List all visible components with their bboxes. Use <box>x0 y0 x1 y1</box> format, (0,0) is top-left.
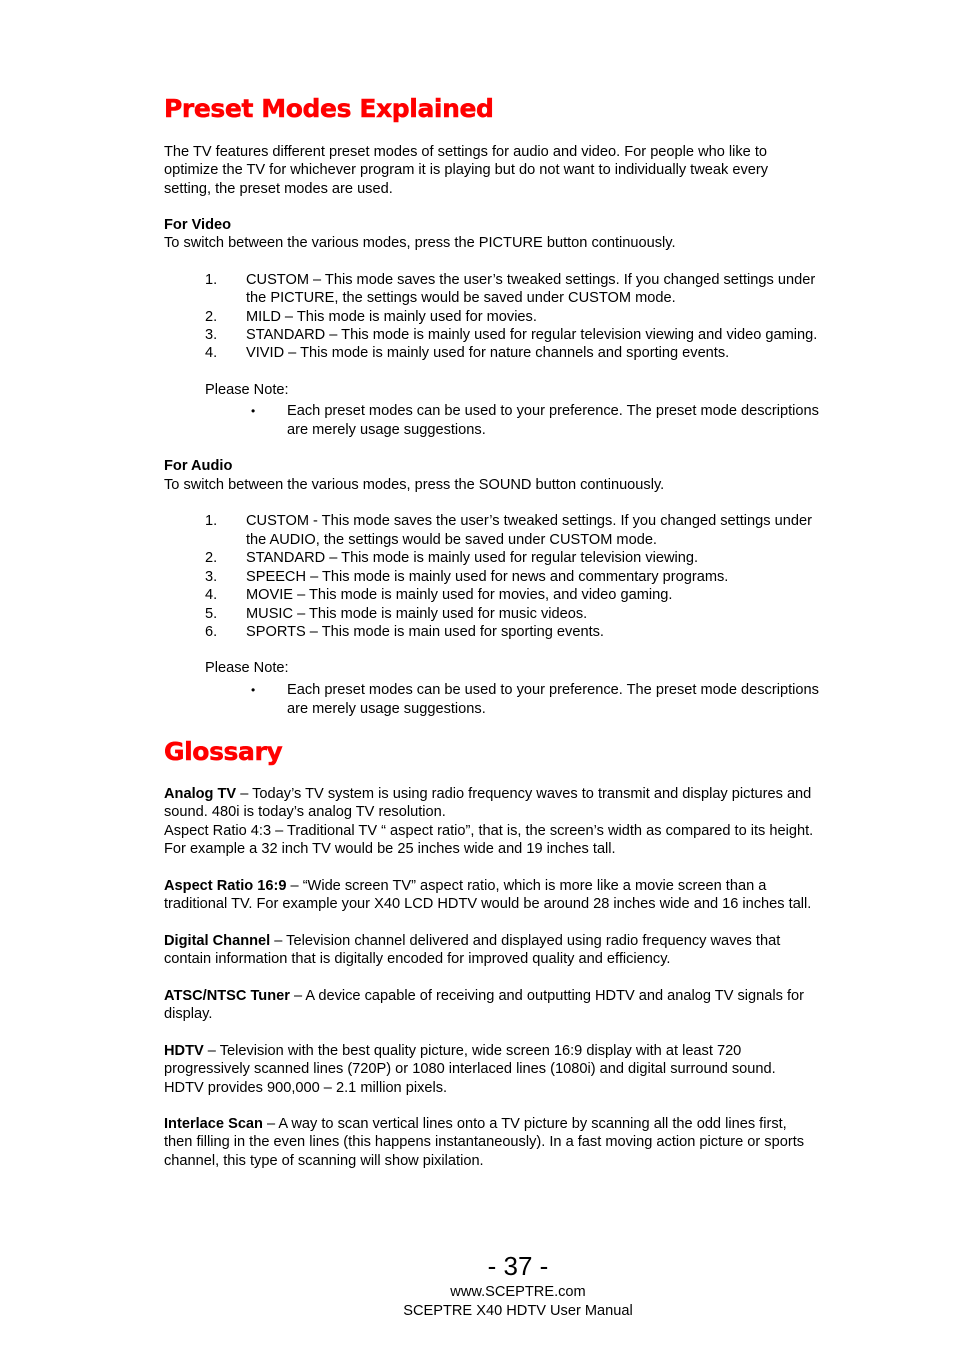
video-instruction: To switch between the various modes, press the PICTURE button continuously. <box>164 235 676 251</box>
list-number: 1. <box>205 513 218 529</box>
list-item-text: MILD – This mode is mainly used for movies. <box>246 308 537 325</box>
footer-website: www.SCEPTRE.com <box>450 1284 586 1300</box>
list-number: 5. <box>205 605 218 622</box>
glossary-term: Digital Channel <box>164 933 271 949</box>
glossary-entry-analog-tv: Analog TV – Today’s TV system is using radio frequency waves to transmit and display pictures and sound. 480i is today’s analog TV resolution. Aspect Ratio 4:3 – Traditional TV “ aspect ratio”, that is, the screen’s width as compared to its height. For example a 32 inch TV would be 25 inches wide and 19 inches tall. <box>164 786 814 857</box>
note-text: are merely usage suggestions. <box>287 422 486 438</box>
glossary-entry-digital-channel: Digital Channel – Television channel delivered and displayed using radio frequency waves that contain information that is digitally encoded for improved quality and efficiency. <box>164 933 781 968</box>
audio-instruction: To switch between the various modes, press the SOUND button continuously. <box>164 477 665 493</box>
section-heading-preset-modes: Preset Modes Explained <box>164 94 494 123</box>
bullet-icon: • <box>251 404 256 418</box>
glossary-entry-interlace-scan: Interlace Scan – A way to scan vertical lines onto a TV picture by scanning all the odd lines first, then filling in the even lines (this happens instantaneously). In a fast moving action picture or sports channel, this type of scanning will show pixilation. <box>164 1116 805 1169</box>
video-note-bullet <box>0 402 954 442</box>
audio-note-label: Please Note: <box>205 660 289 676</box>
list-number: 2. <box>205 308 218 325</box>
list-number: 1. <box>205 272 218 288</box>
list-item-text: the AUDIO, the settings would be saved under CUSTOM mode. <box>246 531 657 548</box>
glossary-term: HDTV <box>164 1043 204 1059</box>
page-number: - 37 - <box>487 1251 549 1281</box>
list-item-text: MUSIC – This mode is mainly used for music videos. <box>246 605 588 622</box>
list-number: 3. <box>205 327 218 343</box>
intro-line: setting, the preset modes are used. <box>164 180 393 197</box>
bullet-icon: • <box>251 683 256 697</box>
video-subheading: For Video <box>164 217 232 233</box>
list-item-text: VIVID – This mode is mainly used for nature channels and sporting events. <box>246 345 730 362</box>
glossary-entry-hdtv: HDTV – Television with the best quality picture, wide screen 16:9 display with at least 720 progressively scanned lines (720P) or 1080 interlaced lines (1080i) and digital surround sound. HDTV provides 900,000 – 2.1 million pixels. <box>164 1043 776 1096</box>
intro-line: optimize the TV for whichever program it is playing but do not want to individually tweak every <box>164 162 769 179</box>
preset-intro-paragraph <box>164 143 768 198</box>
footer-manual-title: SCEPTRE X40 HDTV User Manual <box>403 1303 633 1319</box>
glossary-term: Interlace Scan <box>164 1116 263 1132</box>
audio-modes-list <box>0 512 954 642</box>
audio-subheading: For Audio <box>164 458 233 474</box>
list-item-text: STANDARD – This mode is mainly used for regular television viewing and video gaming. <box>246 327 818 343</box>
note-text: are merely usage suggestions. <box>287 700 486 717</box>
video-note-label: Please Note: <box>205 382 289 398</box>
glossary-entry-aspect-16-9: Aspect Ratio 16:9 – “Wide screen TV” aspect ratio, which is more like a movie screen than a traditional TV. For example your X40 LCD HDTV would be around 28 inches wide and 16 inches tall. <box>164 878 812 913</box>
list-item-text: SPEECH – This mode is mainly used for news and commentary programs. <box>246 568 729 585</box>
note-text: Each preset modes can be used to your preference. The preset mode descriptions <box>287 403 819 419</box>
list-number: 2. <box>205 550 218 566</box>
glossary-term: Analog TV <box>164 786 237 802</box>
audio-note-bullet <box>0 681 954 721</box>
list-number: 6. <box>205 623 218 640</box>
intro-line: The TV features different preset modes of settings for audio and video. For people who like to <box>164 144 768 160</box>
note-text: Each preset modes can be used to your preference. The preset mode descriptions <box>287 682 819 698</box>
glossary-term: ATSC/NTSC Tuner <box>164 988 290 1004</box>
list-item-text: STANDARD – This mode is mainly used for regular television viewing. <box>246 550 699 566</box>
video-modes-list <box>0 271 954 371</box>
list-number: 3. <box>205 568 218 585</box>
list-item-text: the PICTURE, the settings would be saved under CUSTOM mode. <box>246 290 676 307</box>
list-number: 4. <box>205 345 218 362</box>
list-item-text: CUSTOM - This mode saves the user’s tweaked settings. If you changed settings under <box>246 513 812 529</box>
glossary-term: Aspect Ratio 16:9 <box>164 878 287 894</box>
section-heading-glossary: Glossary <box>164 737 283 766</box>
glossary-entry-atsc-ntsc-tuner: ATSC/NTSC Tuner – A device capable of receiving and outputting HDTV and analog TV signals for display. <box>164 988 805 1023</box>
list-item-text: MOVIE – This mode is mainly used for movies, and video gaming. <box>246 587 673 603</box>
list-item-text: SPORTS – This mode is main used for sporting events. <box>246 623 604 640</box>
list-item-text: CUSTOM – This mode saves the user’s tweaked settings. If you changed settings under <box>246 272 816 288</box>
list-number: 4. <box>205 587 218 603</box>
